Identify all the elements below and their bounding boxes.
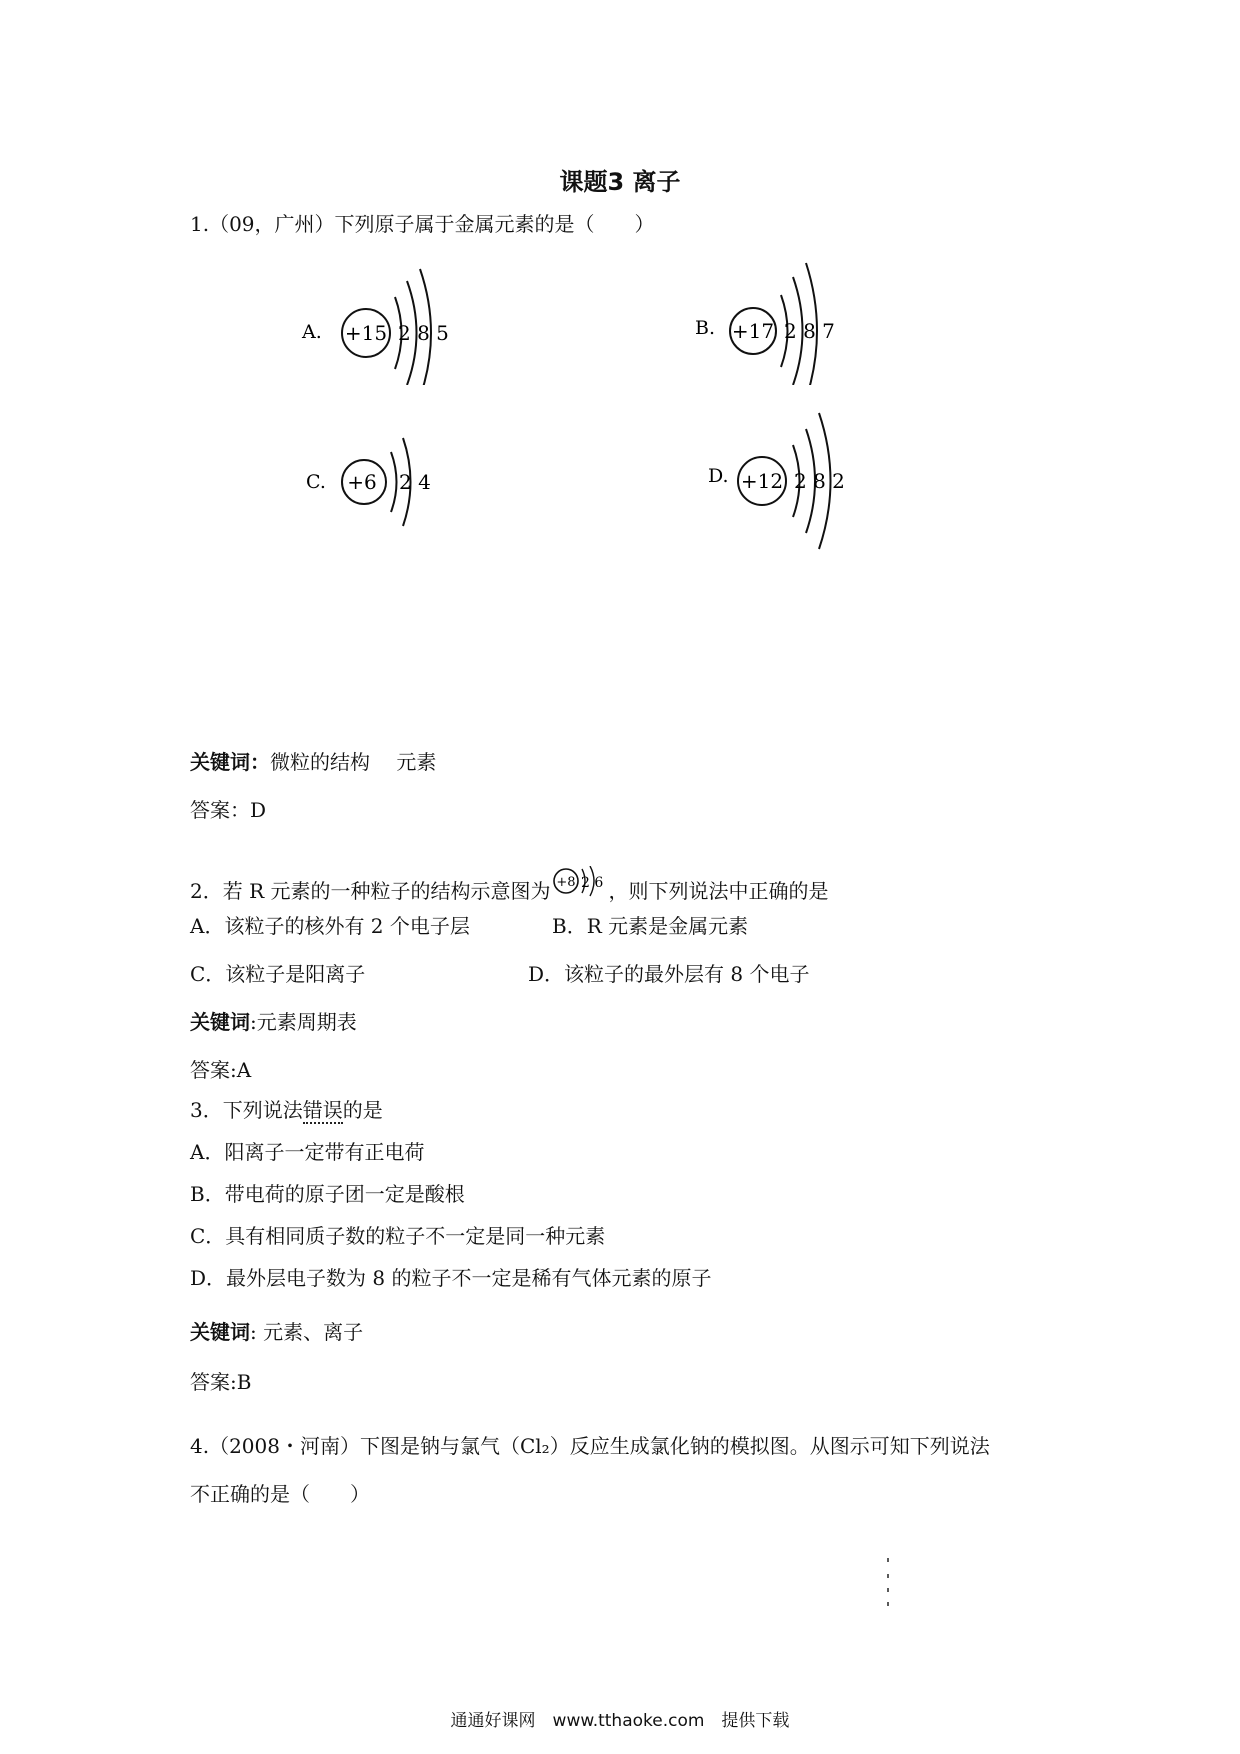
q4-stem-line1: 4.（2008・河南）下图是钠与氯气（Cl₂）反应生成氯化钠的模拟图。从图示可知下列说法 xyxy=(190,1434,990,1458)
atom-diagram-d xyxy=(700,405,900,555)
option-c-label: C. xyxy=(306,471,326,493)
keyword-text: :元素周期表 xyxy=(250,1010,357,1034)
q3-option-c: C．具有相同质子数的粒子不一定是同一种元素 xyxy=(190,1224,606,1248)
page-footer: 通通好课网 www.tthaoke.com 提供下载 xyxy=(450,1711,790,1731)
electron-shells-c: 2 4 xyxy=(399,470,431,494)
q2-stem xyxy=(190,866,829,906)
nucleus-charge-d: +12 xyxy=(740,469,784,493)
q3-stem xyxy=(190,1096,383,1124)
keyword-label: 关键词 xyxy=(190,1010,250,1034)
electron-shells-d: 2 8 2 xyxy=(794,469,845,493)
atom-diagram-c xyxy=(300,415,460,545)
q3-stem-text-after: 的是 xyxy=(342,1098,383,1122)
keyword-label: 关键词 xyxy=(190,1320,250,1344)
q3-option-b: B．带电荷的原子团一定是酸根 xyxy=(190,1182,465,1206)
q2-option-d: D．该粒子的最外层有 8 个电子 xyxy=(528,962,810,986)
q2-option-a: A．该粒子的核外有 2 个电子层 xyxy=(190,914,470,938)
atom-diagram-a xyxy=(290,255,490,385)
nucleus-charge-a: +15 xyxy=(344,321,388,345)
page-title: 课题3 离子 xyxy=(559,168,681,196)
q2-answer: 答案:A xyxy=(190,1058,252,1082)
inline-particle-diagram xyxy=(551,866,609,906)
nucleus-charge-b: +17 xyxy=(731,319,775,343)
q3-keywords xyxy=(190,1318,363,1346)
q1-answer: 答案：D xyxy=(190,798,267,822)
option-d-label: D. xyxy=(708,465,729,487)
nucleus-charge-c: +6 xyxy=(347,470,377,494)
electron-shells-a: 2 8 5 xyxy=(398,321,449,345)
keyword-text: 微粒的结构 元素 xyxy=(270,750,437,774)
option-b-label: B. xyxy=(695,317,716,339)
q3-stem-text: 3．下列说法 xyxy=(190,1098,303,1122)
q2-option-b: B．R 元素是金属元素 xyxy=(552,914,749,938)
q4-stem-line2: 不正确的是（ ） xyxy=(190,1482,370,1506)
q3-answer: 答案:B xyxy=(190,1370,252,1394)
keyword-text: : 元素、离子 xyxy=(250,1320,364,1344)
q3-option-d: D．最外层电子数为 8 的粒子不一定是稀有气体元素的原子 xyxy=(190,1266,712,1290)
q2-stem-text-after: ，则下列说法中正确的是 xyxy=(608,879,829,903)
q2-option-c: C．该粒子是阳离子 xyxy=(190,962,366,986)
inline-nucleus-charge: +8 xyxy=(555,875,576,890)
electron-shells-b: 2 8 7 xyxy=(784,319,835,343)
q3-option-a: A．阳离子一定带有正电荷 xyxy=(190,1140,425,1164)
figure-fragment-dots xyxy=(884,1556,892,1608)
inline-electron-shells: 2 6 xyxy=(580,875,603,891)
keyword-label: 关键词： xyxy=(190,750,270,774)
q3-stem-emphasis: 错误 xyxy=(302,1098,343,1122)
q2-stem-text: 2．若 R 元素的一种粒子的结构示意图为 xyxy=(190,879,551,903)
q1-keywords xyxy=(190,748,436,776)
q2-keywords xyxy=(190,1008,357,1036)
atom-diagram-b xyxy=(685,255,885,385)
option-a-label: A. xyxy=(302,321,322,343)
q1-stem: 1.（09，广州）下列原子属于金属元素的是（ ） xyxy=(190,212,655,236)
